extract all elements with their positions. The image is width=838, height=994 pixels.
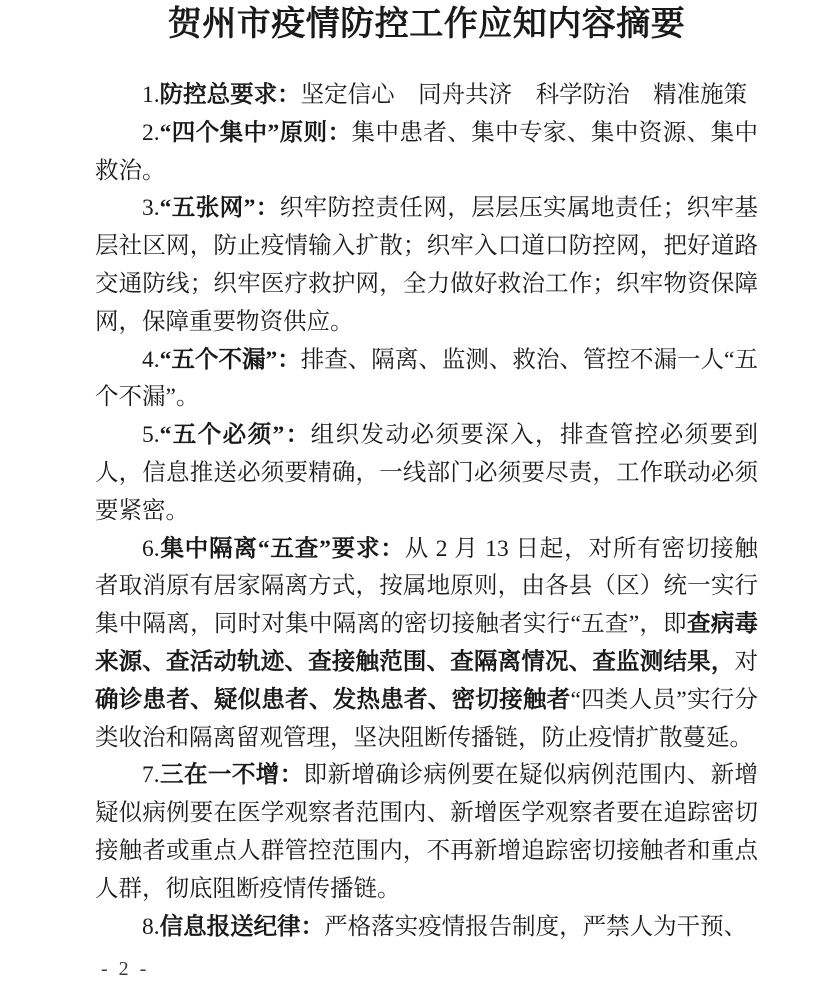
text-run: 严格落实疫情报告制度，严禁人为干预、 bbox=[324, 913, 748, 940]
text-run: 7. bbox=[142, 762, 160, 789]
paragraph bbox=[95, 342, 758, 418]
text-run: 4. bbox=[142, 346, 160, 373]
text-run-bold: “五个必须”： bbox=[159, 422, 311, 449]
document-body bbox=[95, 77, 758, 946]
paragraph bbox=[95, 757, 758, 908]
text-run-bold: “四个集中”原则： bbox=[159, 119, 352, 146]
text-run-bold: 集中隔离“五查”要求： bbox=[159, 535, 405, 562]
text-run-bold: 防控总要求： bbox=[159, 82, 301, 108]
text-run-bold: 查病毒来源、查活动轨迹、查接触范围、查隔离情况、查监测结果， bbox=[95, 611, 758, 675]
paragraph bbox=[95, 909, 758, 947]
text-run: 坚定信心 同舟共济 科学防治 精准施策 bbox=[300, 82, 748, 108]
text-run: 3. bbox=[142, 195, 160, 222]
text-run: 即新增确诊病例要在疑似病例范围内、新增疑似病例要在医学观察者范围内、新增医学观察者要在追踪密切接触者或重点人群管控范围内，不再新增追踪密切接触者和重点人群，彻底阻断疫情传播链。 bbox=[95, 762, 759, 902]
text-run: 5. bbox=[142, 422, 160, 449]
text-run: “四类人员”实行分类收治和隔离留观管理，坚决阻断传播链，防止疫情扩散蔓延。 bbox=[95, 686, 758, 751]
paragraph bbox=[95, 190, 758, 341]
text-run: 组织发动必须要深入，排查管控必须要到人，信息推送必须要精确，一线部门必须要尽责，工作联动必须要紧密。 bbox=[95, 422, 759, 524]
text-run-bold: “五个不漏”： bbox=[159, 346, 301, 373]
paragraph bbox=[95, 77, 758, 115]
text-run: 1. bbox=[142, 82, 160, 108]
text-run: 从 2 月 13 日起，对所有密切接触者取消原有居家隔离方式，按属地原则，由各县（区）统一实行集中隔离，同时对集中隔离的密切接触者实行“五查”，即 bbox=[95, 535, 759, 638]
text-run: 集中患者、集中专家、集中资源、集中救治。 bbox=[95, 119, 759, 184]
text-run-bold: “五张网”： bbox=[159, 195, 280, 222]
paragraph bbox=[95, 531, 758, 758]
text-run-bold: 确诊患者、疑似患者、发热患者、密切接触者 bbox=[95, 686, 571, 713]
text-run-bold: 信息报送纪律： bbox=[159, 913, 325, 940]
text-run: 排查、隔离、监测、救治、管控不漏一人“五个不漏”。 bbox=[95, 346, 758, 411]
paragraph bbox=[95, 417, 758, 530]
text-run: 对 bbox=[734, 648, 758, 675]
text-run: 6. bbox=[142, 535, 160, 562]
text-run: 织牢防控责任网，层层压实属地责任；织牢基层社区网，防止疫情输入扩散；织牢入口道口防控网，把好道路交通防线；织牢医疗救护网，全力做好救治工作；织牢物资保障网，保障重要物资供应。 bbox=[95, 195, 759, 335]
paragraph bbox=[95, 115, 758, 191]
text-run: 8. bbox=[142, 913, 160, 940]
page-number: - 2 - bbox=[101, 958, 150, 980]
page-title: 贺州市疫情防控工作应知内容摘要 bbox=[167, 6, 686, 43]
text-run: 2. bbox=[142, 119, 160, 146]
text-run-bold: 三在一不增： bbox=[159, 762, 304, 789]
